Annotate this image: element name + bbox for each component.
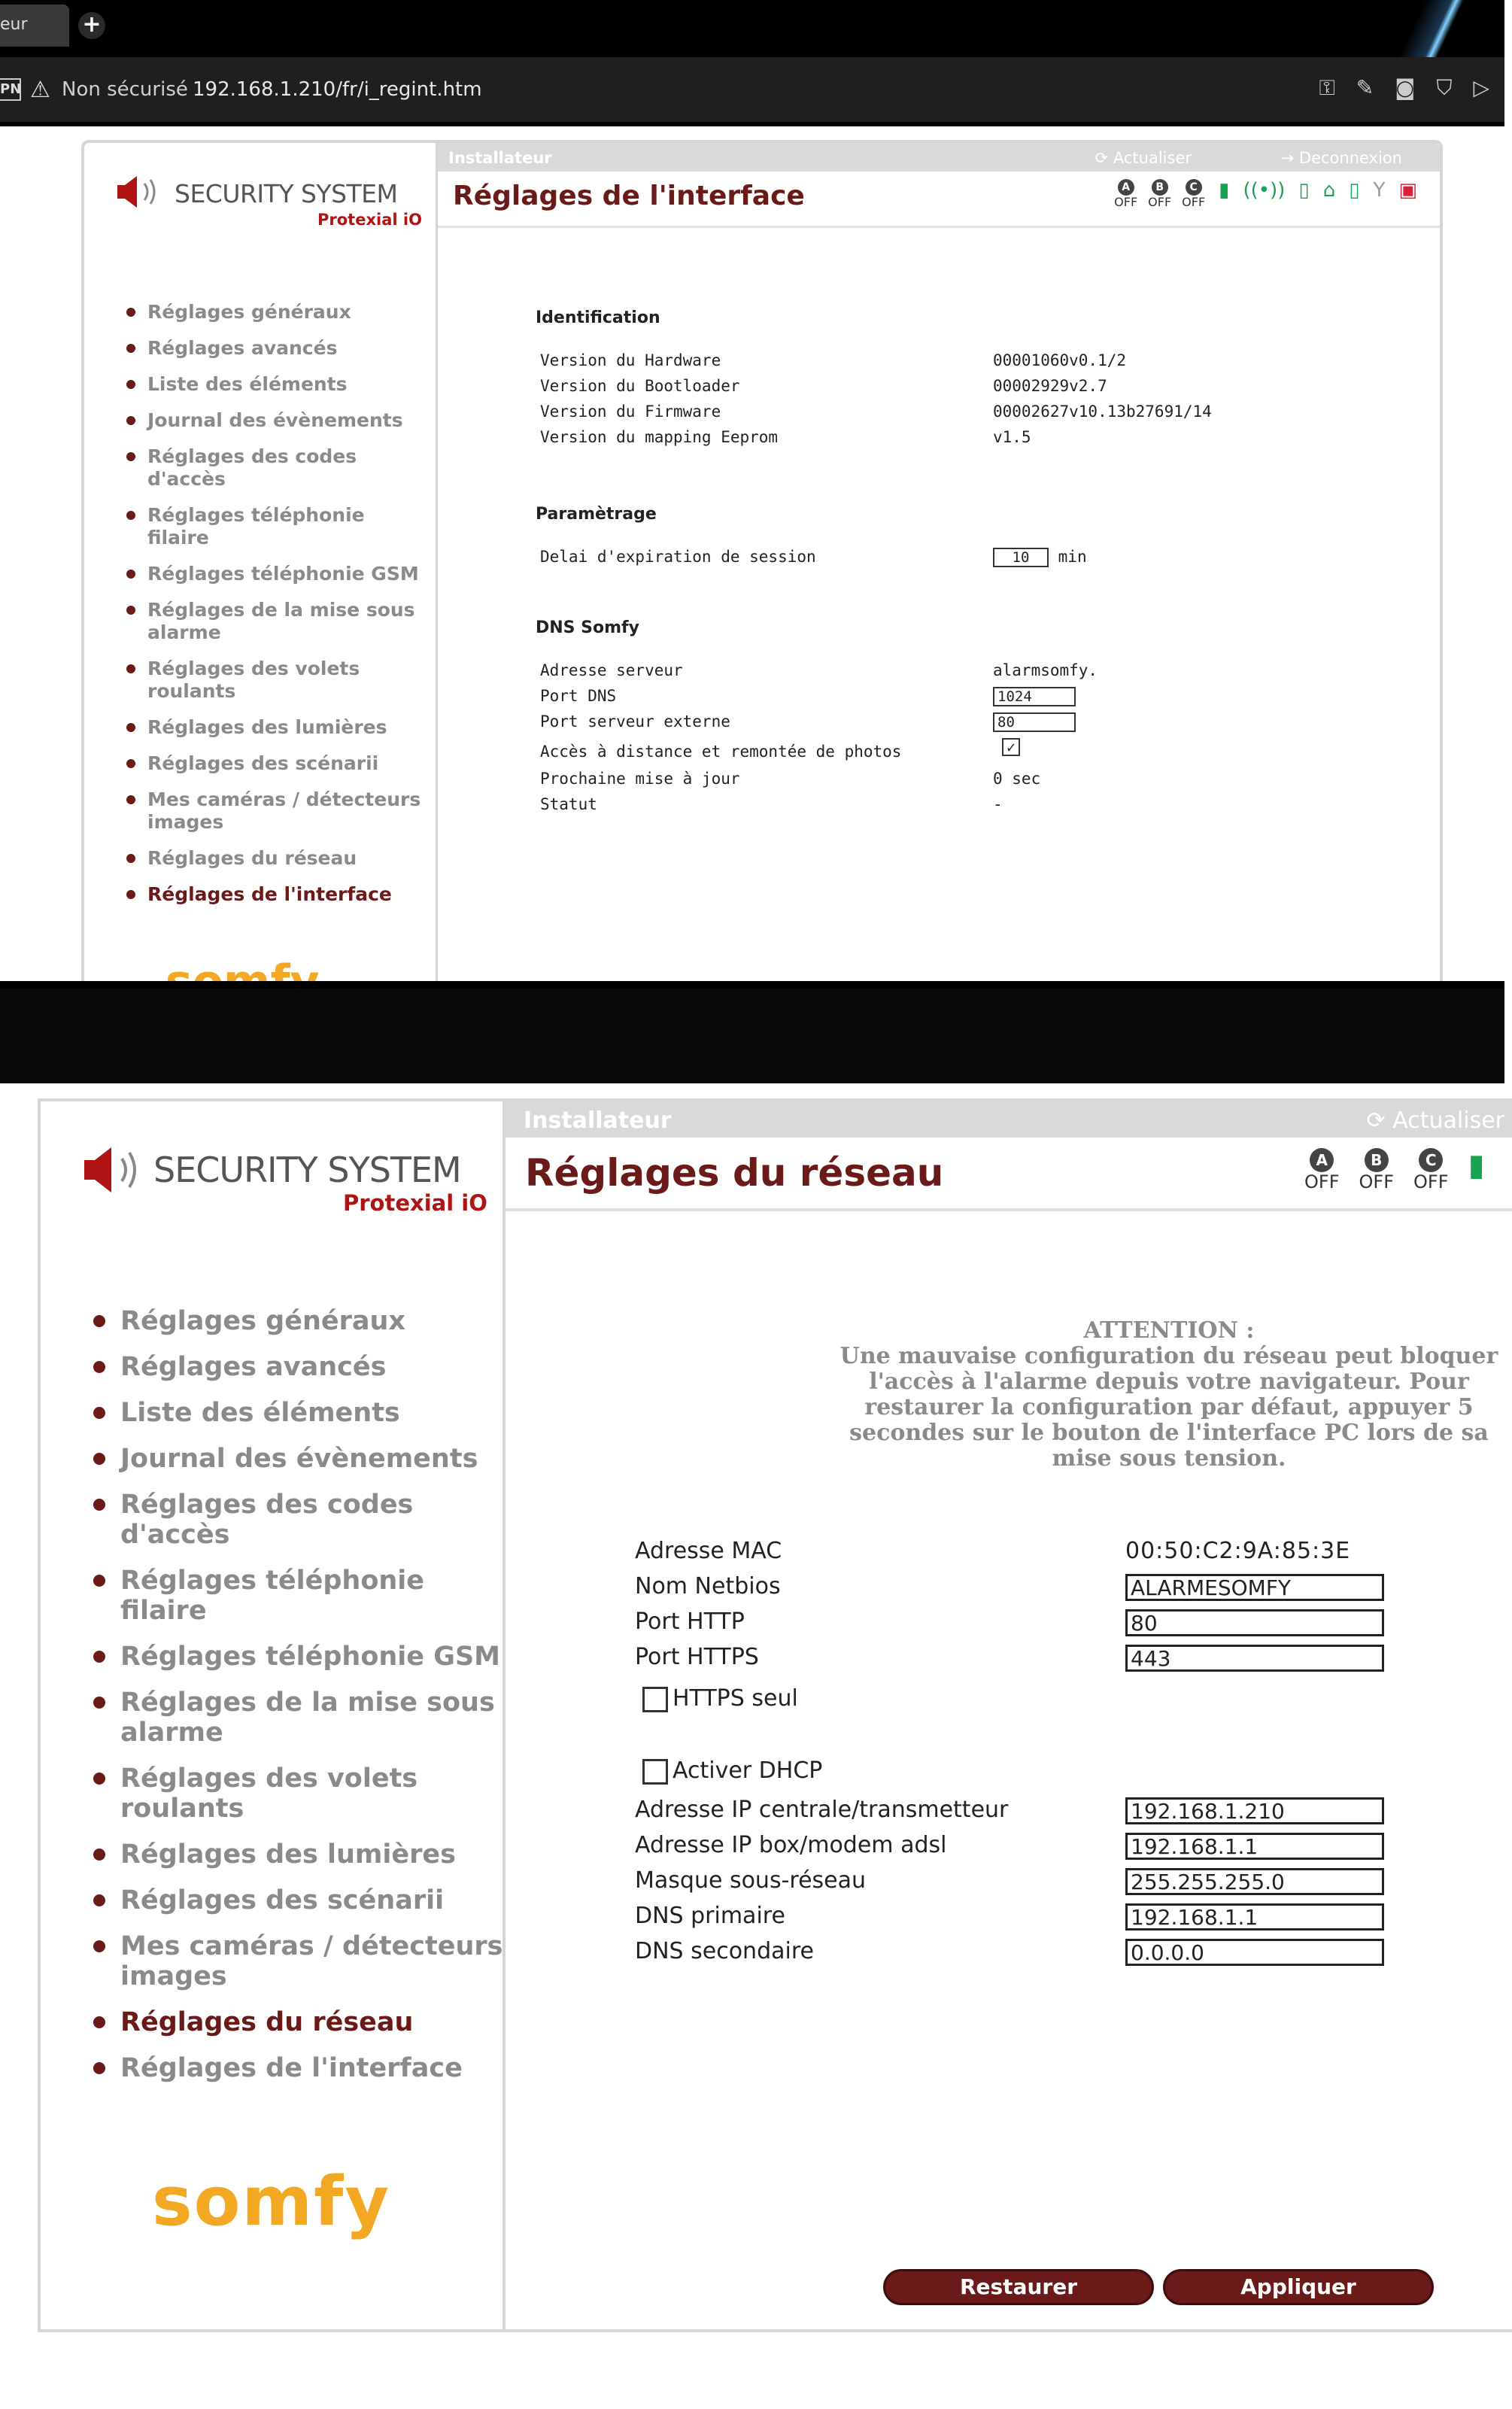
firmware-row [536,403,1401,428]
mac-value: 00:50:C2:9A:85:3E [1125,1538,1351,1564]
remote-access-label: Accès à distance et remontée de photos [540,743,902,761]
brand-name: SECURITY SYSTEM [153,1150,461,1190]
gateway-row [635,1832,1462,1867]
sidebar-item-network[interactable] [126,847,427,870]
sidebar-item-label: Réglages des volets roulants [147,658,360,702]
bullet-icon [126,416,135,425]
sidebar-item-events[interactable] [126,409,427,432]
zone-a-status [1114,179,1137,208]
sidebar-item-label: Réglages téléphonie filaire [147,504,365,548]
product-name: Protexial iO [343,1190,487,1216]
session-row [536,548,1401,573]
next-update-label: Prochaine mise à jour [540,770,740,788]
dns-primary-row [635,1903,1462,1938]
top-bar [438,143,1440,172]
bullet-icon [93,1849,105,1861]
session-unit: min [1058,548,1087,566]
https-port-input[interactable]: 443 [1125,1645,1384,1672]
firmware-label: Version du Firmware [540,403,721,421]
refresh-label: Actualiser [1392,1107,1504,1134]
sidebar-item-label: Liste des éléments [147,373,348,395]
refresh-link[interactable]: ⟳ Actualiser [1366,1107,1504,1134]
dhcp-checkbox[interactable] [642,1759,668,1785]
network-settings-page [38,1098,1512,2332]
dns-port-input[interactable]: 1024 [993,687,1076,706]
logout-link[interactable]: → Deconnexion [1280,149,1402,167]
dns-port-row [536,687,1401,712]
attention-heading: ATTENTION : [1083,1317,1255,1344]
bullet-icon [93,2062,105,2074]
bullet-icon [93,1773,105,1785]
refresh-link[interactable]: ⟳ Actualiser [1095,149,1192,167]
page-title: Réglages du réseau [525,1151,944,1195]
ip-label: Adresse IP centrale/transmetteur [635,1797,1009,1823]
spacer [635,1721,1462,1757]
dns-primary-input[interactable]: 192.168.1.1 [1125,1903,1384,1931]
sidebar-item-label: Réglages du réseau [147,847,357,869]
sidebar-item-label: Réglages des scénarii [120,1885,445,1915]
signal-icon: ((•)) [1243,179,1286,202]
subnet-input[interactable]: 255.255.255.0 [1125,1868,1384,1895]
sidebar-item-label: Journal des évènements [120,1444,478,1474]
sidebar-item-interface[interactable] [93,2053,515,2083]
http-port-row [635,1609,1462,1644]
share-icon[interactable]: ▷ [1473,75,1489,100]
sidebar-item-wired-phone[interactable] [126,504,427,549]
external-port-label: Port serveur externe [540,712,730,731]
https-only-label: HTTPS seul [673,1685,798,1712]
parametrage-heading: Paramètrage [536,505,657,524]
sidebar-item-label: Réglages des codes d'accès [120,1490,414,1550]
https-port-label: Port HTTPS [635,1644,759,1670]
zone-c-state: OFF [1182,195,1206,209]
tab-label: eur [0,15,28,34]
new-tab-button[interactable]: + [78,12,105,39]
eeprom-value: v1.5 [993,428,1031,446]
sidebar-item-gsm[interactable] [93,1642,515,1672]
sidebar-item-label: Journal des évènements [147,409,403,431]
bullet-icon [126,570,135,579]
sidebar-item-label: Réglages des lumières [147,716,387,738]
bullet-icon [93,1697,105,1709]
shield-icon[interactable]: ⛉ [1436,75,1453,100]
sidebar-item-interface[interactable] [126,883,427,906]
settings-content [536,308,1401,821]
mac-row [635,1538,1462,1573]
bullet-icon [126,759,135,768]
sidebar-item-label: Réglages des scénarii [147,752,379,774]
interface-settings-page [81,140,1443,981]
apply-button[interactable]: Appliquer [1163,2269,1434,2305]
somfy-logo: somfy [152,2162,391,2241]
speaker-logo-icon [114,173,167,211]
session-timeout-input[interactable]: 10 [993,548,1049,567]
bullet-icon [126,380,135,389]
sidebar-item-label: Mes caméras / détecteurs images [120,1931,503,1991]
sidebar-item-label: Réglages des codes d'accès [147,445,357,490]
zone-b-state: OFF [1148,195,1172,209]
logout-label: Deconnexion [1298,149,1402,167]
bootloader-value: 00002929v2.7 [993,377,1107,395]
external-port-row [536,712,1401,738]
identification-heading: Identification [536,308,660,327]
zone-a-icon: A [1118,179,1134,196]
refresh-label: Actualiser [1113,149,1192,167]
sidebar-item-lights[interactable] [93,1839,515,1870]
bullet-icon [93,1407,105,1419]
status-icons [1304,1148,1485,1192]
door-open-icon: ▯ [1349,179,1360,202]
dns-port-label: Port DNS [540,687,617,705]
camera-icon[interactable]: ◙ [1395,75,1416,100]
battery-icon: ▮ [1468,1148,1485,1183]
bullet-icon [126,308,135,317]
header-divider [438,226,1440,228]
bullet-icon [126,890,135,899]
zone-c-status [1182,179,1205,208]
external-port-input[interactable]: 80 [993,712,1076,732]
bullet-icon [126,344,135,353]
sidebar-menu [93,1306,515,2099]
sidebar-item-arming[interactable] [126,599,427,644]
bullet-icon [93,1894,105,1906]
dns-server-row [536,661,1401,687]
next-update-value: 0 sec [993,770,1041,788]
dns-server-label: Adresse serveur [540,661,683,679]
gateway-label: Adresse IP box/modem adsl [635,1832,947,1858]
sidebar-item-gsm[interactable] [126,563,427,585]
bullet-icon [126,606,135,615]
bullet-icon [93,1361,105,1373]
sidebar-item-label: Réglages avancés [147,337,338,359]
session-label: Delai d'expiration de session [540,548,816,566]
sidebar [41,1101,506,2329]
dns-secondary-label: DNS secondaire [635,1938,814,1964]
sidebar-item-cameras[interactable] [126,788,427,834]
sidebar-item-cameras[interactable] [93,1931,515,1991]
page-title: Réglages de l'interface [453,181,805,211]
sidebar-item-network[interactable] [93,2007,515,2037]
sidebar-item-general[interactable] [93,1306,515,1336]
bullet-icon [126,854,135,863]
zone-b-status [1148,179,1171,208]
speaker-logo-icon [80,1144,155,1196]
sidebar-item-access-codes[interactable] [93,1490,515,1550]
bullet-icon [93,1575,105,1587]
sidebar-menu [126,301,427,919]
top-bar [506,1101,1512,1138]
sidebar [84,143,438,981]
status-icons [1114,179,1417,208]
vpn-badge[interactable]: PN [0,78,21,101]
zone-a-state: OFF [1114,195,1138,209]
remote-access-row [536,738,1401,770]
zone-c-icon: C [1419,1148,1443,1172]
role-label: Installateur [524,1107,672,1134]
bootloader-label: Version du Bootloader [540,377,740,395]
url-field[interactable]: 192.168.1.210/fr/i_regint.htm [193,78,482,101]
dhcp-label: Activer DHCP [673,1757,823,1784]
http-port-input[interactable]: 80 [1125,1609,1384,1636]
dhcp-row [635,1757,1462,1797]
network-form [635,1538,1462,1973]
zone-a-icon: A [1310,1148,1334,1172]
subnet-row [635,1867,1462,1903]
eeprom-row [536,428,1401,454]
next-update-row [536,770,1401,795]
dns-heading: DNS Somfy [536,618,639,637]
screenshot-separator [0,981,1504,1083]
warning-icon[interactable]: ⚠ [30,77,50,103]
product-name: Protexial iO [317,211,422,229]
bullet-icon [126,795,135,804]
sidebar-item-scenarios[interactable] [126,752,427,775]
netbios-row [635,1573,1462,1609]
sidebar-item-label: Réglages téléphonie filaire [120,1566,425,1626]
sidebar-item-shutters[interactable] [126,658,427,703]
sidebar-item-advanced[interactable] [93,1352,515,1382]
sidebar-item-general[interactable] [126,301,427,324]
zone-a-status [1304,1148,1340,1192]
attention-notice [838,1318,1500,1472]
door-icon: ▯ [1298,179,1310,202]
window-decoration [1354,0,1504,57]
ip-row [635,1797,1462,1832]
attention-text: Une mauvaise configuration du réseau peut bloquer l'accès à l'alarme depuis votre navigateur. Pour restaurer la configuration par défaut, appuyer 5 secondes sur le bouton de l'interface PC lors de sa mise sous tension. [839,1343,1498,1472]
sidebar-item-advanced[interactable] [126,337,427,360]
zone-b-status [1359,1148,1395,1192]
gateway-input[interactable]: 192.168.1.1 [1125,1833,1384,1860]
zone-c-state: OFF [1413,1171,1449,1192]
dns-secondary-input[interactable]: 0.0.0.0 [1125,1939,1384,1966]
hardware-value: 00001060v0.1/2 [993,351,1127,369]
https-port-row [635,1644,1462,1679]
bullet-icon [93,2016,105,2028]
hardware-label: Version du Hardware [540,351,721,369]
brand-name: SECURITY SYSTEM [175,179,398,208]
https-only-row [635,1679,1462,1721]
bullet-icon [93,1499,105,1511]
firmware-value: 00002627v10.13b27691/14 [993,403,1212,421]
sidebar-item-arming[interactable] [93,1688,515,1748]
sidebar-item-label: Réglages téléphonie GSM [120,1642,500,1672]
sidebar-item-events[interactable] [93,1444,515,1474]
sidebar-item-label: Réglages de l'interface [120,2053,463,2083]
netbios-input[interactable]: ALARMESOMFY [1125,1574,1384,1601]
key-icon[interactable]: ⚿ [1319,75,1335,100]
bullet-icon [126,723,135,732]
remote-access-checkbox[interactable]: ✓ [1002,738,1020,756]
https-only-checkbox[interactable] [642,1687,668,1712]
sidebar-item-label: Mes caméras / détecteurs images [147,788,421,833]
edit-icon[interactable]: ✎ [1356,75,1374,100]
dns-server-value: alarmsomfy. [993,661,1098,679]
zone-c-icon: C [1186,179,1202,196]
sidebar-item-label: Réglages du réseau [120,2007,414,2037]
browser-tab-bar [0,0,1504,57]
zone-b-icon: B [1365,1148,1389,1172]
bullet-icon [126,511,135,520]
dns-primary-label: DNS primaire [635,1903,785,1929]
role-label: Installateur [448,149,552,167]
sidebar-item-wired-phone[interactable] [93,1566,515,1626]
zone-b-state: OFF [1359,1171,1394,1192]
bootloader-row [536,377,1401,403]
sidebar-item-elements[interactable] [93,1398,515,1428]
security-indicator[interactable]: Non sécurisé [62,78,188,101]
restore-button[interactable]: Restaurer [883,2269,1154,2305]
zone-b-icon: B [1152,179,1168,196]
netbios-label: Nom Netbios [635,1573,781,1599]
ip-input[interactable]: 192.168.1.210 [1125,1797,1384,1824]
browser-tab[interactable] [0,5,69,47]
sidebar-item-label: Réglages de la mise sous alarme [147,599,415,643]
sidebar-item-label: Réglages des lumières [120,1839,456,1870]
zone-c-status [1413,1148,1449,1192]
battery-icon: ▮ [1219,179,1230,202]
sidebar-item-label: Liste des éléments [120,1398,400,1428]
zone-a-state: OFF [1304,1171,1340,1192]
header-divider [506,1208,1512,1211]
home-icon: ⌂ [1322,179,1336,202]
address-bar-actions [1319,75,1489,101]
sidebar-item-label: Réglages de l'interface [147,883,392,905]
sidebar-item-elements[interactable] [126,373,427,396]
bullet-icon [93,1453,105,1465]
sidebar-item-shutters[interactable] [93,1763,515,1824]
bullet-icon [93,1651,105,1663]
sidebar-item-lights[interactable] [126,716,427,739]
dns-secondary-row [635,1938,1462,1973]
dns-status-row [536,795,1401,821]
antenna-icon: Y [1373,179,1386,202]
dns-status-label: Statut [540,795,597,813]
sidebar-item-label: Réglages avancés [120,1352,387,1382]
eeprom-label: Version du mapping Eeprom [540,428,779,446]
sidebar-item-label: Réglages généraux [120,1306,405,1336]
subnet-label: Masque sous-réseau [635,1867,867,1894]
sidebar-item-scenarios[interactable] [93,1885,515,1915]
http-port-label: Port HTTP [635,1609,745,1635]
dns-status-value: - [993,795,1003,813]
bullet-icon [93,1940,105,1952]
sidebar-item-label: Réglages téléphonie GSM [147,563,419,585]
address-bar [0,57,1504,126]
sim-card-icon: ▣ [1398,179,1417,202]
sidebar-item-label: Réglages des volets roulants [120,1763,418,1824]
bullet-icon [126,452,135,461]
bullet-icon [93,1315,105,1327]
hardware-row [536,351,1401,377]
bullet-icon [126,664,135,673]
sidebar-item-access-codes[interactable] [126,445,427,491]
sidebar-item-label: Réglages généraux [147,301,351,323]
sidebar-item-label: Réglages de la mise sous alarme [120,1688,495,1748]
mac-label: Adresse MAC [635,1538,782,1564]
